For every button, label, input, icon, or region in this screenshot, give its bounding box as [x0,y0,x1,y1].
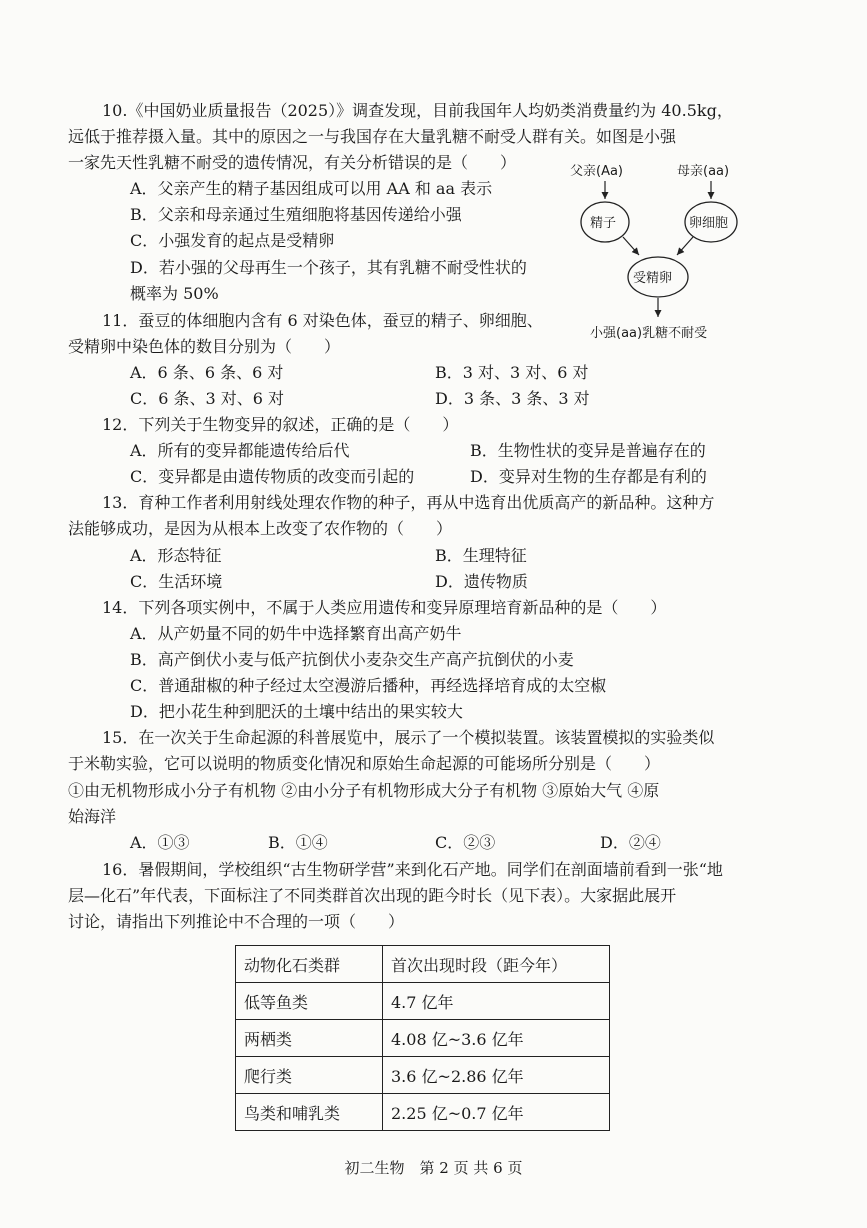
fossil-table [235,945,610,1131]
table-cell: 两栖类 [236,1020,383,1057]
arrow-sperm-zygote [623,237,639,255]
q13-line-2: 法能够成功，是因为从根本上改变了农作物的（ ） [68,519,453,538]
q10-line-3: 一家先天性乳糖不耐受的遗传情况，有关分析错误的是（ ） [68,153,517,172]
table-header-cell: 动物化石类群 [236,946,383,983]
table-cell: 低等鱼类 [236,983,383,1020]
arrow-egg-zygote [677,237,693,255]
egg-label: 卵细胞 [689,216,729,231]
q12-option-c: C．变异都是由遗传物质的改变而引起的 [130,467,415,486]
q12-line-1: 12．下列关于生物变异的叙述，正确的是（ ） [102,415,459,434]
table-cell: 3.6 亿~2.86 亿年 [383,1057,610,1094]
q10-option-d-cont: 概率为 50% [130,284,219,303]
table-cell: 鸟类和哺乳类 [236,1094,383,1131]
table-cell: 4.08 亿~3.6 亿年 [383,1020,610,1057]
zygote-label: 受精卵 [633,271,673,286]
q11-option-c: C．6 条、3 对、6 对 [130,389,285,408]
father-label: 父亲(Aa) [570,164,624,179]
q12-option-a: A．所有的变异都能遗传给后代 [130,441,350,460]
q10-line-1: 10.《中国奶业质量报告（2025）》调查发现，目前我国年人均奶类消费量约为 40.5kg， [102,101,733,120]
q15-option-a: A．①③ [130,833,190,852]
q14-option-a: A．从产奶量不同的奶牛中选择繁育出高产奶牛 [130,624,462,643]
q16-line-3: 讨论，请指出下列推论中不合理的一项（ ） [68,912,405,931]
q15-line-3: ①由无机物形成小分子有机物 ②由小分子有机物形成大分子有机物 ③原始大气 ④原 [68,781,660,800]
sperm-label: 精子 [590,216,617,231]
q11-line-2: 受精卵中染色体的数目分别为（ ） [68,337,341,356]
table-row [236,983,610,1020]
q15-option-d: D．②④ [600,833,661,852]
q14-option-b: B．高产倒伏小麦与低产抗倒伏小麦杂交生产高产抗倒伏的小麦 [130,650,574,669]
q15-option-b: B．①④ [268,833,328,852]
q12-option-b: B．生物性状的变异是普遍存在的 [470,441,706,460]
table-cell: 4.7 亿年 [383,983,610,1020]
q16-line-2: 层—化石”年代表，下面标注了不同类群首次出现的距今时长（见下表）。大家据此展开 [68,886,677,905]
table-row [236,1020,610,1057]
page-footer: 初二生物 第 2 页 共 6 页 [344,1159,523,1177]
child-label: 小强(aa)乳糖不耐受 [590,326,708,341]
q13-option-c: C．生活环境 [130,572,223,591]
q10-option-a: A．父亲产生的精子基因组成可以用 AA 和 aa 表示 [130,179,493,198]
q13-option-a: A．形态特征 [130,546,222,565]
q10-option-c: C．小强发育的起点是受精卵 [130,231,335,250]
q12-option-d: D．变异对生物的生存都是有利的 [470,467,707,486]
q10-line-2: 远低于推荐摄入量。其中的原因之一与我国存在大量乳糖不耐受人群有关。如图是小强 [68,127,677,146]
inheritance-diagram [565,155,745,345]
table-header-row [236,946,610,983]
mother-label: 母亲(aa) [677,164,730,179]
q16-line-1: 16．暑假期间，学校组织“古生物研学营”来到化石产地。同学们在剖面墙前看到一张“地 [102,860,723,879]
table-cell: 2.25 亿~0.7 亿年 [383,1094,610,1131]
q13-option-d: D．遗传物质 [435,572,528,591]
q15-line-2: 于米勒实验，它可以说明的物质变化情况和原始生命起源的可能场所分别是（ ） [68,754,661,773]
q13-line-1: 13．育种工作者利用射线处理农作物的种子，再从中选育出优质高产的新品种。这种方 [102,493,715,512]
q14-line-1: 14．下列各项实例中，不属于人类应用遗传和变异原理培育新品种的是（ ） [102,598,667,617]
q11-option-d: D．3 条、3 条、3 对 [435,389,590,408]
q14-option-c: C．普通甜椒的种子经过太空漫游后播种，再经选择培育成的太空椒 [130,676,607,695]
table-cell: 爬行类 [236,1057,383,1094]
q15-option-c: C．②③ [435,833,496,852]
q11-line-1: 11．蚕豆的体细胞内含有 6 对染色体，蚕豆的精子、卵细胞、 [102,311,543,330]
q10-option-b: B．父亲和母亲通过生殖细胞将基因传递给小强 [130,205,462,224]
q13-option-b: B．生理特征 [435,546,527,565]
q10-option-d: D．若小强的父母再生一个孩子，其有乳糖不耐受性状的 [130,258,527,277]
table-header-cell: 首次出现时段（距今年） [383,946,610,983]
q15-line-4: 始海洋 [68,807,117,826]
q11-option-a: A．6 条、6 条、6 对 [130,363,284,382]
table-row [236,1094,610,1131]
q11-option-b: B．3 对、3 对、6 对 [435,363,589,382]
q15-line-1: 15．在一次关于生命起源的科普展览中，展示了一个模拟装置。该装置模拟的实验类似 [102,728,715,747]
table-row [236,1057,610,1094]
q14-option-d: D．把小花生种到肥沃的土壤中结出的果实较大 [130,702,463,721]
